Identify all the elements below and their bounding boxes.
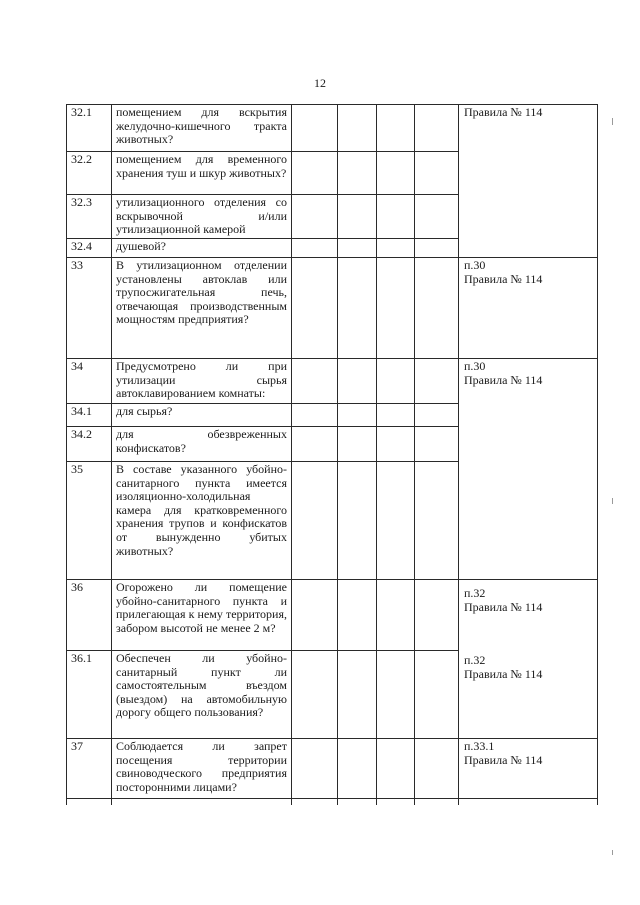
reference-rule: Правила № 114 [464, 271, 543, 286]
reference-rule: Правила № 114 [464, 105, 543, 119]
table-continuation-row [67, 799, 598, 806]
answer-cell-na[interactable] [377, 427, 415, 462]
answer-cell-na[interactable] [377, 258, 415, 359]
table-row [67, 105, 598, 152]
item-question: Предусмотрено ли при утилизации сырья автоклавированием комнаты: [112, 359, 292, 404]
answer-cell-yes[interactable] [292, 359, 338, 404]
page-number: 12 [314, 76, 326, 90]
answer-cell-note[interactable] [415, 359, 459, 404]
item-number: 37 [67, 739, 112, 799]
item-number: 36.1 [67, 651, 112, 739]
answer-cell-yes[interactable] [292, 105, 338, 152]
reference-cell [459, 359, 598, 580]
item-question: помещением для временного хранения туш и шкур животных? [112, 152, 292, 195]
reference-paragraph: п.30 [464, 258, 486, 272]
item-question: утилизационного отделения со вскрывочной и/или утилизационной камерой [112, 195, 292, 239]
answer-cell-note[interactable] [415, 105, 459, 152]
answer-cell-na[interactable] [377, 462, 415, 580]
answer-cell-no[interactable] [338, 580, 377, 651]
table-row [67, 580, 598, 651]
answer-cell-no[interactable] [338, 105, 377, 152]
answer-cell-note[interactable] [415, 404, 459, 427]
reference-cell [459, 739, 598, 799]
answer-cell-no[interactable] [338, 651, 377, 739]
answer-cell-yes[interactable] [292, 580, 338, 651]
answer-cell-na[interactable] [377, 580, 415, 651]
answer-cell-no[interactable] [338, 152, 377, 195]
scan-margin-mark [612, 498, 613, 504]
answer-cell-yes[interactable] [292, 739, 338, 799]
answer-cell-na[interactable] [377, 404, 415, 427]
answer-cell-note[interactable] [415, 651, 459, 739]
checklist-table [66, 104, 598, 805]
reference-rule: Правила № 114 [464, 599, 543, 614]
table-row [67, 359, 598, 404]
answer-cell-no[interactable] [338, 359, 377, 404]
reference-paragraph: п.32 [464, 586, 486, 600]
answer-cell-no[interactable] [338, 404, 377, 427]
answer-cell-no[interactable] [338, 427, 377, 462]
item-question: душевой? [112, 239, 292, 258]
answer-cell-note[interactable] [415, 427, 459, 462]
answer-cell-no[interactable] [338, 195, 377, 239]
item-number: 32.3 [67, 195, 112, 239]
answer-cell-yes[interactable] [292, 427, 338, 462]
answer-cell-yes[interactable] [292, 404, 338, 427]
answer-cell-note[interactable] [415, 580, 459, 651]
reference-rule: Правила № 114 [464, 752, 543, 767]
table-row [67, 739, 598, 799]
reference-paragraph: п.33.1 [464, 739, 495, 753]
answer-cell-no[interactable] [338, 258, 377, 359]
item-number: 33 [67, 258, 112, 359]
reference-rule: Правила № 114 [464, 666, 543, 681]
answer-cell-na[interactable] [377, 239, 415, 258]
scan-margin-mark [612, 850, 613, 855]
answer-cell-note[interactable] [415, 258, 459, 359]
item-number: 35 [67, 462, 112, 580]
item-number: 32.2 [67, 152, 112, 195]
item-question: Обеспечен ли убойно-санитарный пункт ли самостоятельным въездом (выездом) на автомобильную дорогу общего пользования? [112, 651, 292, 739]
item-question: для обезвреженных конфискатов? [112, 427, 292, 462]
answer-cell-note[interactable] [415, 152, 459, 195]
item-question: Огорожено ли помещение убойно-санитарного пункта и прилегающая к нему территория, забором высотой не менее 2 м? [112, 580, 292, 651]
answer-cell-note[interactable] [415, 739, 459, 799]
answer-cell-note[interactable] [415, 195, 459, 239]
item-question: Соблюдается ли запрет посещения территории свиноводческого предприятия посторонними лицами? [112, 739, 292, 799]
answer-cell-na[interactable] [377, 105, 415, 152]
answer-cell-yes[interactable] [292, 258, 338, 359]
answer-cell-na[interactable] [377, 195, 415, 239]
scan-margin-mark [612, 118, 613, 125]
reference-cell [459, 105, 598, 258]
item-question: В составе указанного убойно-санитарного пункта имеется изоляционно-холодильная камера для кратковременного хранения трупов и конфискатов от вынужденно убитых животных? [112, 462, 292, 580]
reference-paragraph: п.32 [464, 653, 486, 668]
answer-cell-yes[interactable] [292, 195, 338, 239]
answer-cell-yes[interactable] [292, 239, 338, 258]
answer-cell-yes[interactable] [292, 462, 338, 580]
reference-cell [459, 580, 598, 739]
item-question: В утилизационном отделении установлены автоклав или трупосжигательная печь, отвечающая производственным мощностям предприятия? [112, 258, 292, 359]
answer-cell-note[interactable] [415, 239, 459, 258]
answer-cell-na[interactable] [377, 739, 415, 799]
reference-cell [459, 258, 598, 359]
item-question: помещением для вскрытия желудочно-кишечного тракта животных? [112, 105, 292, 152]
answer-cell-yes[interactable] [292, 651, 338, 739]
reference-paragraph: п.30 [464, 359, 486, 373]
item-number: 34.1 [67, 404, 112, 427]
answer-cell-yes[interactable] [292, 152, 338, 195]
answer-cell-no[interactable] [338, 239, 377, 258]
answer-cell-no[interactable] [338, 462, 377, 580]
answer-cell-na[interactable] [377, 651, 415, 739]
item-number: 32.4 [67, 239, 112, 258]
reference-rule: Правила № 114 [464, 372, 543, 387]
table-row [67, 258, 598, 359]
item-question: для сырья? [112, 404, 292, 427]
item-number: 36 [67, 580, 112, 651]
answer-cell-na[interactable] [377, 359, 415, 404]
answer-cell-no[interactable] [338, 739, 377, 799]
answer-cell-note[interactable] [415, 462, 459, 580]
item-number: 32.1 [67, 105, 112, 152]
item-number: 34 [67, 359, 112, 404]
answer-cell-na[interactable] [377, 152, 415, 195]
item-number: 34.2 [67, 427, 112, 462]
